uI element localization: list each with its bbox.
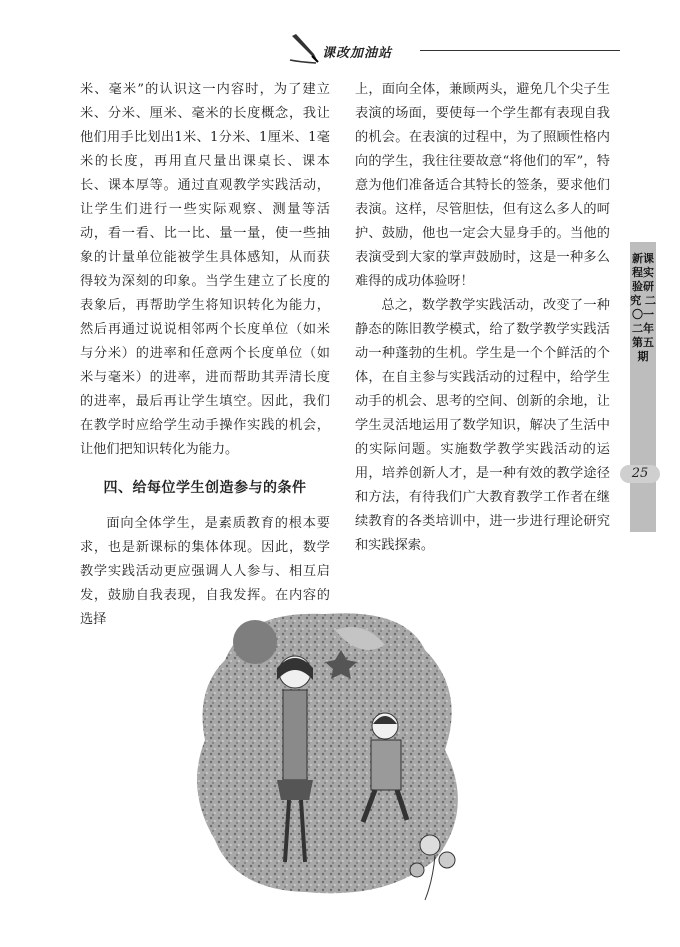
background-blob [197,613,458,893]
page-number: 25 [620,465,660,483]
section-label: 课改加油站 [322,46,393,61]
couple-illustration [185,600,485,910]
journal-issue-label: 新课程实验研究 二〇一二年 第五期 [630,252,656,363]
paragraph: 面向全体学生，是素质教育的根本要求，也是新课标的集体体现。因此，数学教学实践活动更应强调人人参与、相互启发，鼓励自我表现，自我发挥。在内容的选择 [80,516,330,627]
page-header [0,28,680,68]
header-rule [420,50,620,51]
left-column [80,78,330,632]
section-heading: 四、给每位学生创造参与的条件 [103,480,307,496]
pen-nib-icon [288,32,322,66]
paragraph: 上，面向全体，兼顾两头，避免几个尖子生表演的场面，要使每一个学生都有表现自我的机会。在表演的过程中，为了照顾性格内向的学生，我往往要故意“将他们的军”，特意为他们准备适合其特长的签条，要求他们表演。这样，尽管胆怯，但有这么多人的呵护、鼓励，他也一定会大显身手的。当他的表演受到大家的掌声鼓励时，这是一种多么难得的成功体验呀！ [355,82,610,289]
right-column [355,78,610,558]
small-circle-decor [233,620,277,664]
paragraph: 米、毫米”的认识这一内容时，为了建立米、分米、厘米、毫米的长度概念，我让他们用手比划出1米、1分米、1厘米、1毫米的长度，再用直尺量出课桌长、课本长、课本厚等。通过直观教学实践活动，让学生们进行一些实际观察、测量等活动，看一看、比一比、量一量，使一些抽象的计量单位能被学生具体感知，从而获得较为深刻的印象。当学生建立了长度的表象后，再帮助学生将知识转化为能力，然后再通过说说相邻两个长度单位（如米与分米）的进率和任意两个长度单位（如米与毫米）的进率，进而帮助其弄清长度的进率，最后再让学生填空。因此，我们在教学时应给学生动手操作实践的机会，让他们把知识转化为能力。 [80,82,330,457]
paragraph: 总之，数学教学实践活动，改变了一种静态的陈旧教学模式，给了数学教学实践活动一种蓬勃的生机。学生是一个个鲜活的个体，在自主参与实践活动的过程中，给学生动手的机会、思考的空间、创新的余地，让学生灵活地运用了数学知识，解决了生活中的实际问题。实施数学教学实践活动的运用，培养创新人才，是一种有效的教学途径和方法，有待我们广大教育教学工作者在继续教育的各类培训中，进一步进行理论研究和实践探索。 [355,298,610,553]
side-strip [630,52,656,532]
